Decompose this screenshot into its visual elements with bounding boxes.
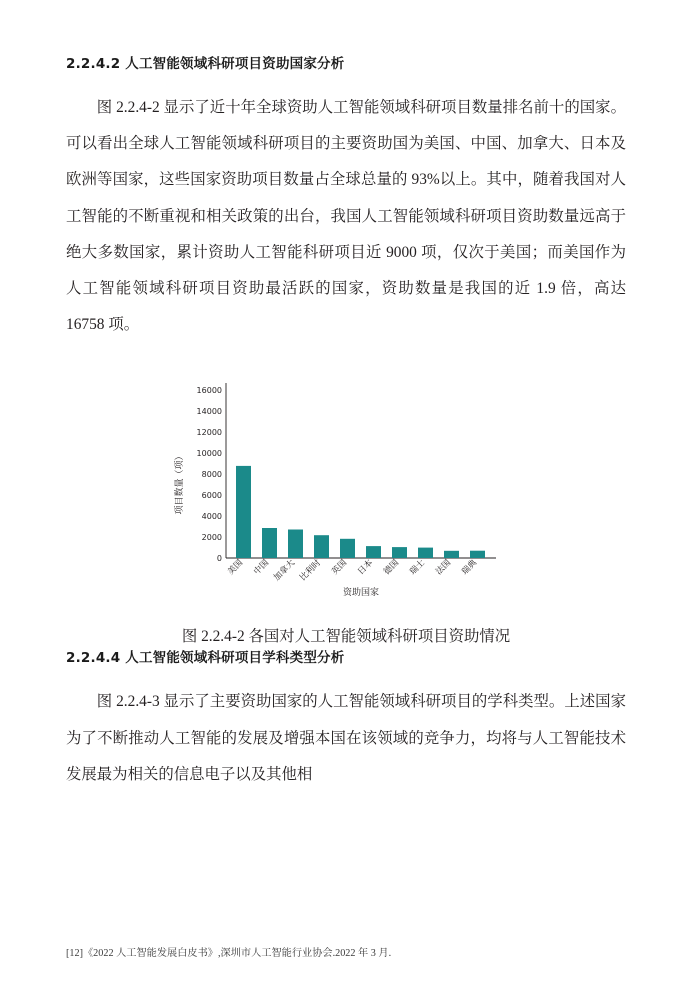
cat-5: 日本 (356, 558, 376, 578)
svg-text:2000: 2000 (201, 533, 222, 543)
cat-2: 加拿大 (272, 558, 298, 584)
cat-8: 法国 (434, 558, 454, 578)
bar-9 (470, 551, 485, 558)
footnote: [12]《2022 人工智能发展白皮书》,深圳市人工智能行业协会.2022 年 3 月. (66, 948, 392, 959)
bar-1 (262, 528, 277, 558)
cat-3: 比利时 (298, 558, 324, 584)
bar-4 (340, 539, 355, 558)
x-axis-categories (225, 557, 479, 583)
bar-2 (288, 530, 303, 559)
bar-5 (366, 547, 381, 559)
section-heading-2: 2.2.4.4 人工智能领域科研项目学科类型分析 (66, 650, 345, 667)
svg-text:14000: 14000 (196, 407, 222, 417)
bar-8 (444, 551, 459, 558)
svg-text:4000: 4000 (201, 512, 222, 522)
y-axis-ticks (197, 386, 222, 563)
cat-4: 英国 (330, 558, 350, 578)
bar-chart (166, 365, 526, 600)
cat-6: 德国 (382, 558, 402, 578)
bar-7 (418, 548, 433, 558)
bar-chart-svg (166, 365, 526, 600)
figure-caption: 图 2.2.4-2 各国对人工智能领域科研项目资助情况 (181, 628, 511, 646)
paragraph-2: 图 2.2.4-3 显示了主要资助国家的人工智能领域科研项目的学科类型。上述国家为了不断推动人工智能的发展及增强本国在该领域的竞争力，均将与人工智能技术发展最为相关的信息电子以及其他相 (66, 693, 626, 783)
svg-text:12000: 12000 (196, 428, 222, 438)
cat-1: 中国 (252, 558, 272, 578)
section-heading-1: 2.2.4.2 人工智能领域科研项目资助国家分析 (66, 56, 345, 72)
bar-6 (392, 548, 407, 559)
document-content (66, 52, 626, 793)
cat-9: 瑞典 (460, 558, 480, 578)
x-axis-title: 资助国家 (342, 588, 380, 599)
bar-3 (314, 536, 329, 559)
bar-0 (236, 466, 251, 558)
svg-text:6000: 6000 (201, 491, 222, 501)
bar-series (236, 466, 485, 558)
paragraph-1: 图 2.2.4-2 显示了近十年全球资助人工智能领域科研项目数量排名前十的国家。可以看出全球人工智能领域科研项目的主要资助国为美国、中国、加拿大、日本及欧洲等国家，这些国家资助项目数量占全球总量的 93%以上。其中，随着我国对人工智能的不断重视和相关政策的出台，我国人工智能领域科研项目资助数量远高于绝大多数国家，累计资助人工智能科研项目近 9000 项，仅次于美国；而美国作为人工智能领域科研项目资助最活跃的国家，资助数量是我国的近 1.9 倍，高达 16758 项。 (66, 99, 626, 334)
svg-text:10000: 10000 (196, 449, 222, 459)
cat-7: 瑞士 (408, 558, 428, 578)
svg-text:8000: 8000 (201, 470, 222, 480)
svg-text:0: 0 (216, 554, 222, 564)
y-axis-title: 项目数量（项） (175, 451, 185, 515)
cat-0: 美国 (226, 558, 246, 578)
svg-text:16000: 16000 (196, 386, 222, 396)
figure-block (66, 365, 626, 646)
